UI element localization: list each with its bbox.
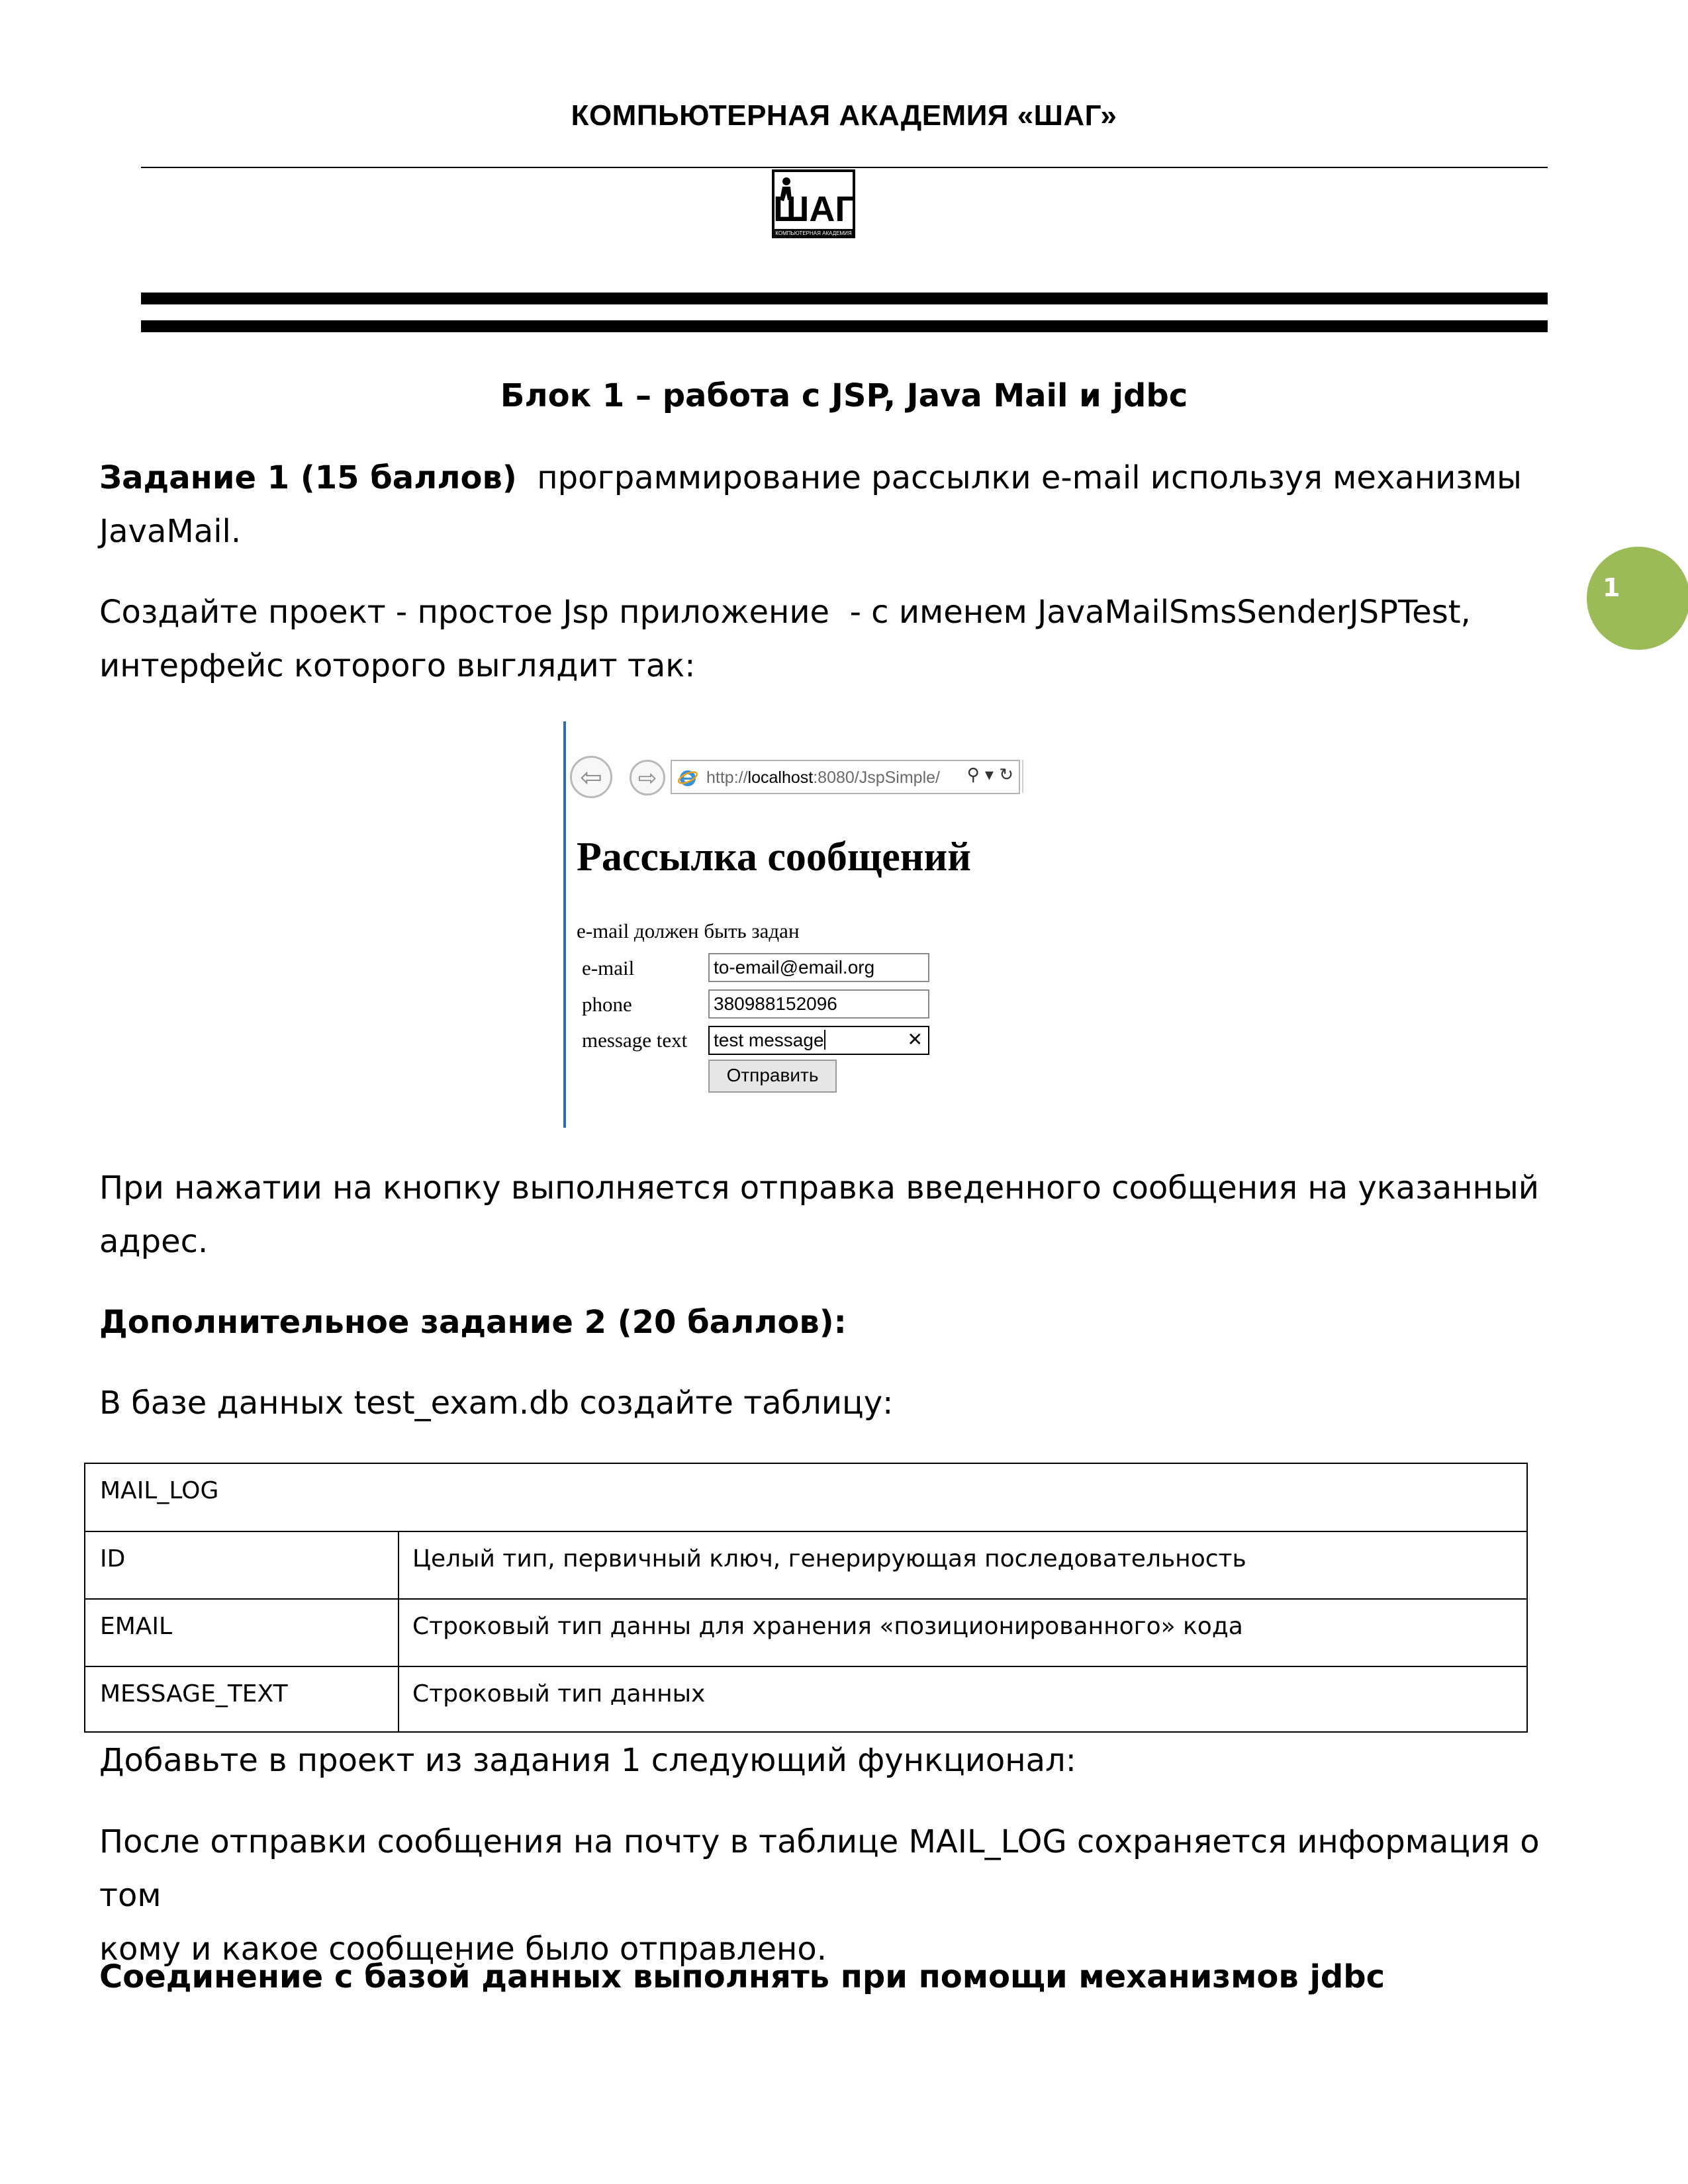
task1-create-line1: Создайте проект - простое Jsp приложение - с именем JavaMailSmsSenderJSPTest, [99, 594, 1471, 631]
jdbc-note: Соединение с базой данных выполнять при помощи механизмов jdbc [99, 1958, 1385, 1995]
ie-browser-icon [677, 767, 698, 788]
task1-paragraph [99, 451, 1582, 559]
field-description: Строковый тип данны для хранения «позиционированного» кода [412, 1613, 1243, 1640]
table-row [85, 1666, 1526, 1733]
task1-text-cont: JavaMail. [99, 513, 242, 550]
field-name: MESSAGE_TEXT [100, 1680, 288, 1707]
header-divider [141, 167, 1548, 168]
task2-label: Дополнительное задание 2 (20 баллов): [99, 1304, 847, 1341]
table-name-row [85, 1464, 1526, 1531]
validation-message: e-mail должен быть задан [577, 919, 800, 942]
field-description: Строковый тип данных [412, 1680, 706, 1707]
field-description: Целый тип, первичный ключ, генерирующая последовательность [412, 1545, 1246, 1572]
address-url: http://localhost:8080/JspSimple/ [706, 768, 940, 787]
table-name: MAIL_LOG [100, 1477, 219, 1504]
header-thick-rule-top [141, 293, 1548, 304]
task1-create-paragraph [99, 586, 1582, 693]
browser-screenshot [563, 721, 1126, 1128]
email-label: e-mail [582, 956, 635, 979]
header-thick-rule-bottom [141, 320, 1548, 332]
mailing-page-heading: Рассылка сообщений [577, 835, 971, 880]
mail-log-table [84, 1463, 1528, 1733]
send-button[interactable]: Отправить [708, 1060, 837, 1093]
search-refresh-icons[interactable]: ⚲ ▾ ↻ [966, 765, 1013, 785]
task2-intro: В базе данных test_exam.db создайте таблицу: [99, 1385, 894, 1422]
after-click-line2: адрес. [99, 1223, 209, 1260]
page-number: 1 [1603, 573, 1620, 602]
message-text-label: message text [582, 1028, 688, 1052]
block-title: Блок 1 – работа с JSP, Java Mail и jdbc [500, 377, 1188, 414]
table-row [85, 1598, 1526, 1666]
academy-title: КОМПЬЮТЕРНАЯ АКАДЕМИЯ «ШАГ» [571, 99, 1117, 132]
field-name: EMAIL [100, 1613, 173, 1640]
table-column-divider [398, 1531, 399, 1733]
after-click-line1: При нажатии на кнопку выполняется отправка введенного сообщения на указанный [99, 1169, 1539, 1206]
logo-subtext: КОМПЬЮТЕРНАЯ АКАДЕМИЯ [775, 230, 852, 236]
after-send-line2: кому и какое сообщение было отправлено. [99, 1931, 827, 1968]
logo-text: ШАГ [773, 189, 855, 229]
task1-label: Задание 1 (15 баллов) [99, 459, 517, 496]
task1-create-line2: интерфейс которого выглядит так: [99, 647, 696, 684]
back-arrow-icon[interactable]: ⇦ [570, 756, 612, 798]
after-send-line1: После отправки сообщения на почту в таблице MAIL_LOG сохраняется информация о том [99, 1823, 1540, 1914]
after-click-paragraph [99, 1161, 1582, 1269]
task1-text: программирование рассылки e-mail используя механизмы [537, 459, 1522, 496]
phone-field[interactable]: 380988152096 [708, 989, 929, 1019]
logo-figure-icon [782, 177, 790, 185]
page-number-badge [1587, 547, 1688, 650]
field-name: ID [100, 1545, 126, 1572]
address-bar[interactable] [671, 760, 1020, 794]
message-text-field[interactable] [708, 1026, 929, 1055]
email-field[interactable]: to-email@email.org [708, 953, 929, 982]
add-functionality-text: Добавьте в проект из задания 1 следующий функционал: [99, 1742, 1076, 1779]
message-text-value: test message [714, 1030, 824, 1050]
phone-label: phone [582, 993, 632, 1016]
academy-logo [772, 169, 855, 244]
clear-icon[interactable]: ✕ [907, 1029, 923, 1050]
forward-arrow-icon[interactable]: ⇨ [630, 760, 665, 796]
table-row [85, 1531, 1526, 1598]
